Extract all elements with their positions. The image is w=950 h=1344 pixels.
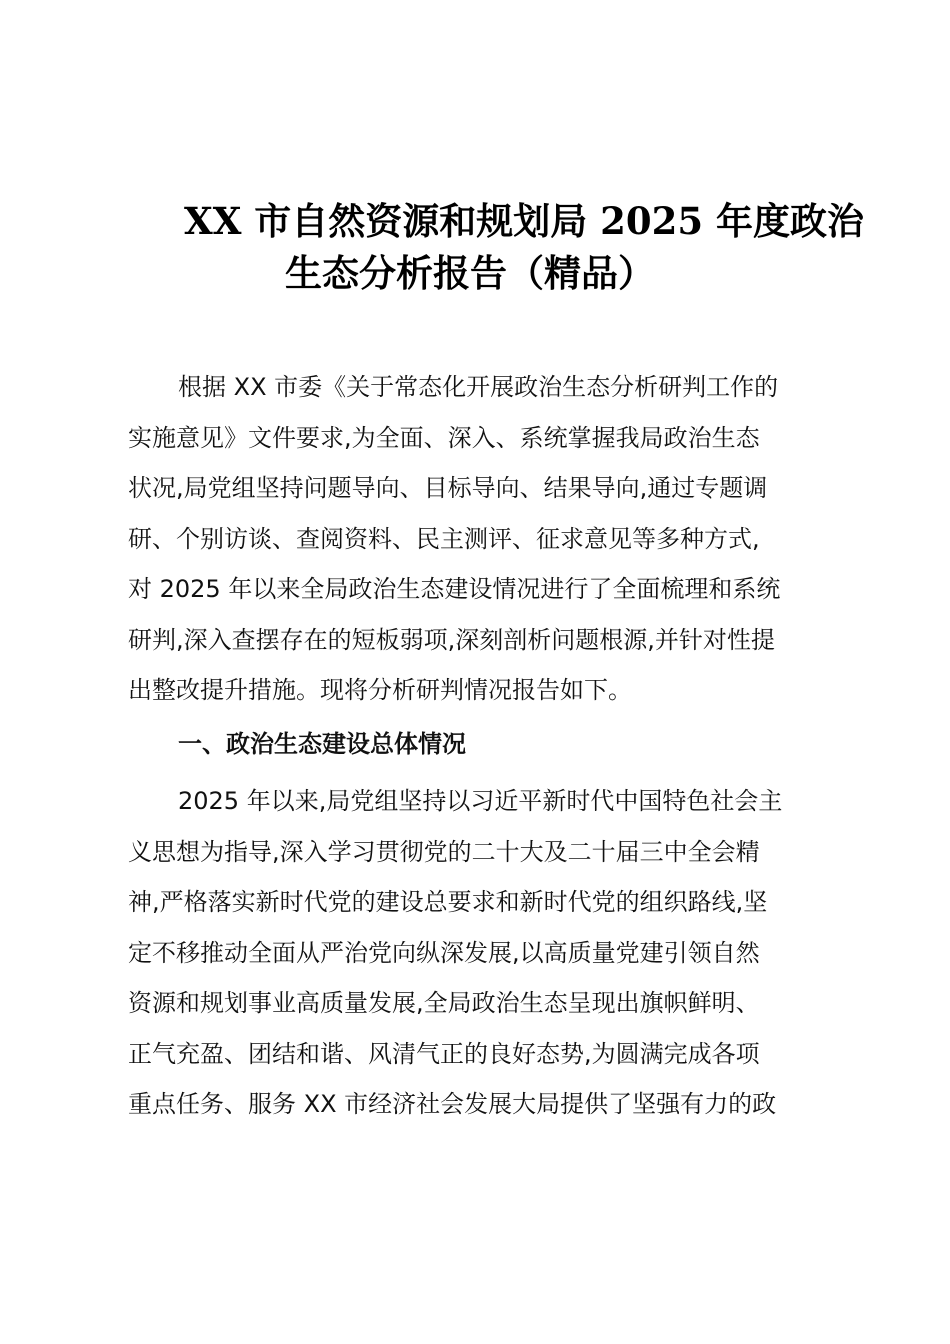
title-line-1: XX 市自然资源和规划局 2025 年度政治 (184, 199, 865, 243)
title-line-2: 生态分析报告（精品） (285, 251, 655, 295)
section-heading-text: 一、政治生态建设总体情况 (178, 730, 466, 758)
paragraph-line: 对 2025 年以来全局政治生态建设情况进行了全面梳理和系统 (128, 575, 781, 603)
section-paragraph (128, 776, 828, 1130)
paragraph-line: 重点任务、服务 XX 市经济社会发展大局提供了坚强有力的政 (128, 1090, 777, 1118)
paragraph-line: 状况,局党组坚持问题导向、目标导向、结果导向,通过专题调 (128, 474, 768, 502)
paragraph-line: 根据 XX 市委《关于常态化开展政治生态分析研判工作的 (178, 373, 779, 401)
paragraph-line: 研判,深入查摆存在的短板弱项,深刻剖析问题根源,并针对性提 (128, 625, 775, 654)
paragraph-line: 神,严格落实新时代党的建设总要求和新时代党的组织路线,坚 (128, 888, 768, 916)
section-heading (128, 719, 828, 770)
paragraph-line: 实施意见》文件要求,为全面、深入、系统掌握我局政治生态 (128, 423, 760, 452)
paragraph-line: 资源和规划事业高质量发展,全局政治生态呈现出旗帜鲜明、 (128, 989, 760, 1017)
paragraph-line: 研、个别访谈、查阅资料、民主测评、征求意见等多种方式, (128, 524, 760, 553)
intro-paragraph (128, 362, 828, 716)
document-title (128, 195, 865, 299)
paragraph-line: 2025 年以来,局党组坚持以习近平新时代中国特色社会主 (178, 787, 783, 815)
paragraph-line: 义思想为指导,深入学习贯彻党的二十大及二十届三中全会精 (128, 837, 760, 866)
paragraph-line: 正气充盈、团结和谐、风清气正的良好态势,为圆满完成各项 (128, 1039, 760, 1068)
paragraph-line: 定不移推动全面从严治党向纵深发展,以高质量党建引领自然 (128, 938, 760, 967)
paragraph-line: 出整改提升措施。现将分析研判情况报告如下。 (128, 676, 632, 704)
